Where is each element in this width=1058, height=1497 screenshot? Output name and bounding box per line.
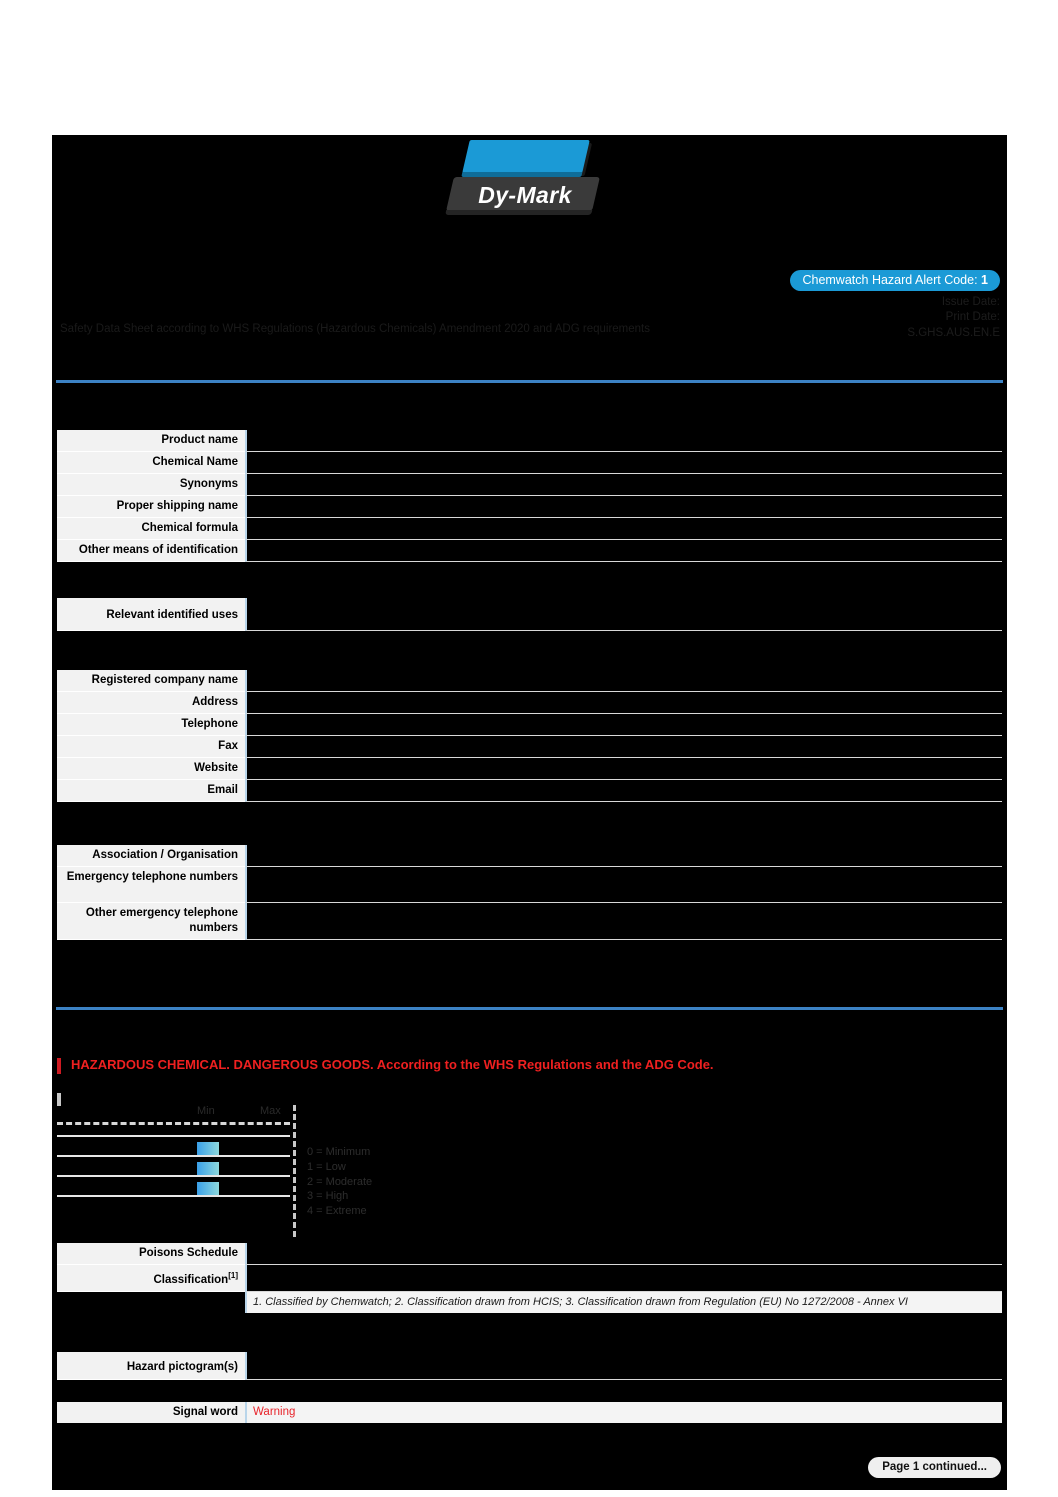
row-value-signal-word (245, 1402, 1002, 1423)
logo-top-shape (462, 140, 590, 173)
axis-label-min: Min (197, 1105, 215, 1117)
hazard-alert-code: 1 (981, 273, 988, 287)
chart-header-dashed-rule (57, 1122, 290, 1125)
chart-bar-marker (197, 1162, 219, 1175)
legend-entry-0: 0 = Minimum (307, 1146, 371, 1158)
row-value-address (245, 692, 1002, 714)
chart-bar-row (57, 1175, 290, 1197)
table-row (57, 474, 1002, 496)
row-label-product-name: Product name (57, 430, 245, 452)
supplier-details-table (57, 670, 1002, 802)
document-meta (907, 295, 1000, 341)
chart-bar-marker (197, 1142, 219, 1155)
row-value-emergency-telephone-numbers (245, 867, 1002, 903)
hazard-rating-chart (57, 1105, 447, 1240)
chart-axis-labels (57, 1105, 297, 1120)
row-value-website (245, 758, 1002, 780)
table-row (57, 1402, 1002, 1423)
row-value-association-organisation (245, 845, 1002, 867)
row-value-classification (245, 1265, 1002, 1292)
table-row (57, 845, 1002, 867)
sds-document-page (52, 135, 1007, 1490)
legend-entry-2: 2 = Moderate (307, 1175, 373, 1188)
hazard-headline-text: HAZARDOUS CHEMICAL. DANGEROUS GOODS. According to the WHS Regulations and the ADG Code. (71, 1057, 714, 1072)
row-label-registered-company-name: Registered company name (57, 670, 245, 692)
row-label-email: Email (57, 780, 245, 802)
section-divider-top (56, 380, 1003, 383)
classification-superscript: [1] (228, 1271, 238, 1280)
table-row-legend (57, 1292, 1002, 1313)
table-row (57, 518, 1002, 540)
hazard-headline (57, 1057, 714, 1074)
hazard-alert-badge-label: Chemwatch Hazard Alert Code: (802, 273, 978, 287)
row-value-proper-shipping-name (245, 496, 1002, 518)
legend-entry-4: 4 = Extreme (307, 1205, 367, 1218)
table-row (57, 758, 1002, 780)
row-label-other-means-of-identification: Other means of identification (57, 540, 245, 562)
axis-label-max: Max (260, 1105, 281, 1117)
emergency-contact-table (57, 845, 1002, 940)
chart-bar-marker (197, 1182, 219, 1195)
row-label-synonyms: Synonyms (57, 474, 245, 496)
pictogram-table (57, 1352, 1002, 1380)
row-value-email (245, 780, 1002, 802)
table-row (57, 903, 1002, 940)
row-value-legend: 1. Classified by Chemwatch; 2. Classification drawn from HCIS; 3. Classification drawn from Regulation (EU) No 1272/2008 - Annex VI (245, 1292, 1002, 1313)
hazard-alert-badge (790, 270, 1000, 291)
row-label-hazard-pictograms: Hazard pictogram(s) (57, 1352, 245, 1380)
sds-regulation-note: Safety Data Sheet according to WHS Regulations (Hazardous Chemicals) Amendment 2020 and ADG requirements (60, 323, 650, 335)
table-row (57, 1352, 1002, 1380)
table-row (57, 496, 1002, 518)
table-row (57, 670, 1002, 692)
row-label-poisons-schedule: Poisons Schedule (57, 1243, 245, 1265)
chart-legend (307, 1145, 372, 1219)
signal-word-text: Warning (253, 1406, 296, 1418)
table-row (57, 598, 1002, 631)
relevant-uses-table (57, 598, 1002, 631)
table-row (57, 714, 1002, 736)
row-label-signal-word: Signal word (57, 1402, 245, 1423)
row-value-other-emergency-telephone-numbers (245, 903, 1002, 940)
chart-bar-row (57, 1135, 290, 1157)
classification-table (57, 1243, 1002, 1313)
row-value-synonyms (245, 474, 1002, 496)
legend-entry-1: 1 = Low (307, 1160, 346, 1173)
row-value-relevant-identified-uses (245, 598, 1002, 631)
row-value-product-name (245, 430, 1002, 452)
row-value-poisons-schedule (245, 1243, 1002, 1265)
table-row (57, 1265, 1002, 1292)
row-label-address: Address (57, 692, 245, 714)
row-label-telephone: Telephone (57, 714, 245, 736)
row-value-other-means-of-identification (245, 540, 1002, 562)
row-label-fax: Fax (57, 736, 245, 758)
dymark-logo (444, 138, 604, 218)
table-row (57, 867, 1002, 903)
row-label-relevant-identified-uses: Relevant identified uses (57, 598, 245, 631)
chart-baseline-rule (57, 1195, 290, 1197)
table-row (57, 430, 1002, 452)
logo-wordmark: Dy-Mark (478, 182, 572, 208)
table-row (57, 736, 1002, 758)
row-label-emergency-telephone-numbers: Emergency telephone numbers (57, 867, 245, 903)
row-label-chemical-formula: Chemical formula (57, 518, 245, 540)
chart-vertical-dashed-divider (293, 1105, 296, 1237)
row-value-registered-company-name (245, 670, 1002, 692)
issue-date-label: Issue Date: (941, 296, 1000, 308)
row-value-telephone (245, 714, 1002, 736)
page-continued-badge: Page 1 continued... (868, 1457, 1001, 1478)
row-label-other-emergency-telephone-numbers: Other emergency telephone numbers (57, 903, 245, 940)
table-row (57, 1243, 1002, 1265)
legend-entry-3: 3 = High (307, 1190, 349, 1203)
row-value-chemical-name (245, 452, 1002, 474)
hazard-marker-bar (57, 1058, 61, 1074)
signal-word-table (57, 1402, 1002, 1423)
document-code: S.GHS.AUS.EN.E (907, 327, 1000, 339)
table-row (57, 692, 1002, 714)
print-date-label: Print Date: (945, 310, 1000, 323)
row-value-hazard-pictograms (245, 1352, 1002, 1380)
identification-table (57, 430, 1002, 562)
row-label-classification (57, 1265, 245, 1292)
classification-label-text: Classification (153, 1273, 229, 1286)
row-value-chemical-formula (245, 518, 1002, 540)
table-row (57, 780, 1002, 802)
row-label-proper-shipping-name: Proper shipping name (57, 496, 245, 518)
chart-bar-row (57, 1155, 290, 1177)
row-label-website: Website (57, 758, 245, 780)
row-value-fax (245, 736, 1002, 758)
section-divider-hazards (56, 1007, 1003, 1010)
table-row (57, 452, 1002, 474)
row-label-legend (57, 1292, 245, 1313)
row-label-chemical-name: Chemical Name (57, 452, 245, 474)
row-label-association-organisation: Association / Organisation (57, 845, 245, 867)
table-row (57, 540, 1002, 562)
legend-label-text: Legend: (193, 1295, 238, 1308)
